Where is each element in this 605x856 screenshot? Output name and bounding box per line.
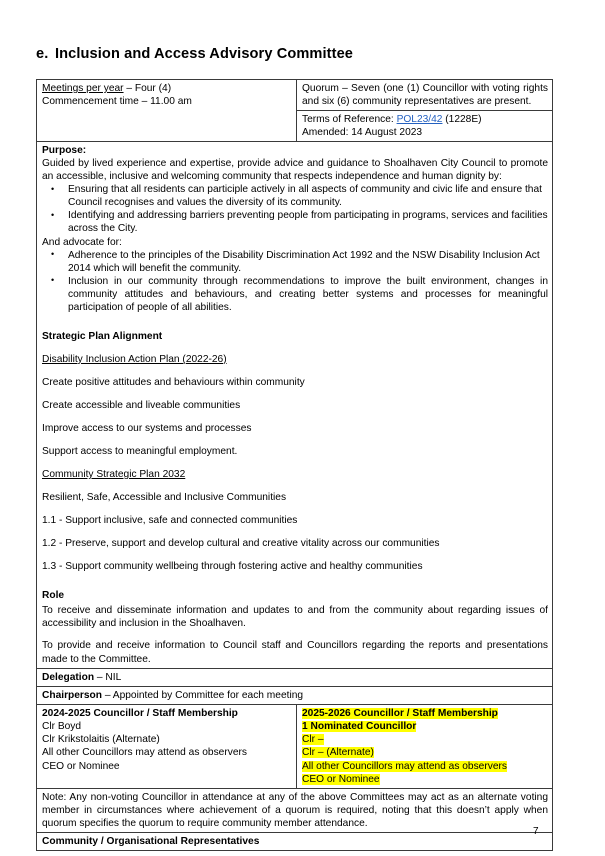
terms-prefix: Terms of Reference: (302, 114, 397, 126)
table-row-chairperson (37, 686, 553, 704)
meetings-per-year-label: Meetings per year (42, 83, 124, 94)
bullet-icon: • (51, 249, 55, 260)
membership-next-subheader-wrap (302, 720, 548, 733)
csp-item: 1.2 - Preserve, support and develop cultural and creative vitality across our communities (42, 538, 440, 550)
membership-next-line: Clr – (Alternate) (302, 747, 374, 759)
commencement-time: Commencement time – 11.00 am (42, 96, 192, 108)
role-paragraph: To provide and receive information to Council staff and Councillors regarding the reports and presentations made to the Committee. (42, 640, 548, 665)
dia-plan-heading: Disability Inclusion Action Plan (2022-26) (42, 353, 227, 365)
membership-next-header: 2025-2026 Councillor / Staff Membership (302, 707, 498, 719)
membership-current-line: All other Councillors may attend as observers (42, 747, 247, 759)
advocate-bullet-text: Adherence to the principles of the Disability Discrimination Act 1992 and the NSW Disability Inclusion Act 2014 which will benefit the community. (68, 249, 540, 274)
membership-current-header: 2024-2025 Councillor / Staff Membership (42, 707, 238, 719)
csp-heading: Community Strategic Plan 2032 (42, 469, 186, 481)
delegation-cell (37, 668, 553, 686)
membership-next-line: Clr – (302, 734, 324, 746)
note-cell: Note: Any non-voting Councillor in attendance at any of the above Committees may act as an alternate voting member in circumstances where achievement of a quorum is required, noting that this doesn’t apply when quorum specifies the quorum to require community member attendance. (37, 789, 553, 833)
membership-next-header-wrap (302, 707, 548, 720)
terms-cell (297, 111, 553, 142)
purpose-cell (37, 142, 553, 668)
dia-plan-item: Create positive attitudes and behaviours within community (42, 376, 305, 388)
bullet-icon: • (51, 275, 55, 286)
dia-plan-item: Create accessible and liveable communities (42, 399, 241, 411)
page-title (36, 46, 353, 62)
membership-current-line: CEO or Nominee (42, 760, 120, 772)
quorum-cell: Quorum – Seven (one (1) Councillor with voting rights and six (6) community representatives are present. (297, 80, 553, 111)
chairperson-value: – Appointed by Committee for each meeting (102, 689, 304, 701)
membership-next-subheader: 1 Nominated Councillor (302, 720, 417, 732)
membership-next-line-wrap (302, 773, 548, 786)
heading-label: e. (36, 46, 49, 62)
table-row-membership (37, 704, 553, 789)
role-paragraph: To receive and disseminate information and updates to and from the community about regarding issues of accessibility and inclusion in the Shoalhaven. (42, 605, 548, 630)
membership-current-line: Clr Krikstolaitis (Alternate) (42, 734, 160, 746)
csp-item: Resilient, Safe, Accessible and Inclusive Communities (42, 492, 287, 504)
delegation-label: Delegation (42, 671, 95, 683)
table-row-note (37, 789, 553, 833)
delegation-value: – NIL (94, 671, 122, 683)
list-item (42, 249, 548, 275)
purpose-heading: Purpose: (42, 145, 87, 157)
purpose-bullet-list (42, 183, 548, 235)
table-row-delegation (37, 668, 553, 686)
bullet-icon: • (51, 183, 55, 194)
community-reps-header: Community / Organisational Representatives (37, 833, 553, 851)
csp-item: 1.3 - Support community wellbeing through fostering active and healthy communities (42, 561, 423, 573)
terms-suffix: (1228E) (442, 114, 482, 126)
dia-plan-item: Support access to meaningful employment. (42, 446, 238, 458)
meetings-per-year-value: – Four (4) (123, 83, 172, 94)
purpose-bullet-text: Ensuring that all residents can participle actively in all aspects of community and civic life and ensure that Council recognises and values the diversity of its community. (68, 184, 542, 209)
dia-plan-item: Improve access to our systems and processes (42, 422, 252, 434)
membership-current-cell (37, 704, 297, 789)
membership-next-line-wrap (302, 746, 548, 759)
advocate-bullet-text: Inclusion in our community through recommendations to improve the built environment, changes in community attitudes and behaviours, and creating better systems and processes for meaningful participation of people of all abilities. (68, 275, 548, 313)
membership-next-cell (297, 704, 553, 789)
table-row-community-reps (37, 833, 553, 851)
table-row-purpose (37, 142, 553, 668)
committee-table (36, 79, 553, 851)
purpose-intro: Guided by lived experience and expertise, provide advice and guidance to Shoalhaven City Council to promote an accessible, inclusive and welcoming community that respects independence and human dignity by: (42, 158, 548, 183)
advocate-intro: And advocate for: (42, 236, 122, 248)
heading-title: Inclusion and Access Advisory Committee (55, 46, 354, 62)
advocate-bullet-list (42, 249, 548, 314)
terms-amended: Amended: 14 August 2023 (302, 127, 423, 139)
terms-of-reference-link[interactable]: POL23/42 (396, 114, 443, 126)
bullet-icon: • (51, 209, 55, 220)
list-item (42, 209, 548, 235)
membership-current-line: Clr Boyd (42, 720, 82, 732)
purpose-bullet-text: Identifying and addressing barriers preventing people from participating in programs, services and facilities across the City. (68, 210, 548, 235)
terms-of-reference (302, 113, 548, 126)
chairperson-cell (37, 686, 553, 704)
table-row-meetings-quorum (37, 80, 553, 111)
list-item (42, 275, 548, 314)
meetings-per-year (42, 82, 292, 95)
membership-next-line-wrap (302, 760, 548, 773)
membership-next-line: All other Councillors may attend as observers (302, 760, 507, 772)
membership-next-line: CEO or Nominee (302, 773, 380, 785)
csp-item: 1.1 - Support inclusive, safe and connected communities (42, 515, 298, 527)
chairperson-label: Chairperson (42, 689, 103, 701)
page-number: 7 (533, 826, 539, 837)
list-item (42, 183, 548, 209)
strategic-plan-heading: Strategic Plan Alignment (42, 330, 163, 342)
role-heading: Role (42, 590, 65, 602)
membership-next-line-wrap (302, 733, 548, 746)
meetings-cell (37, 80, 297, 142)
